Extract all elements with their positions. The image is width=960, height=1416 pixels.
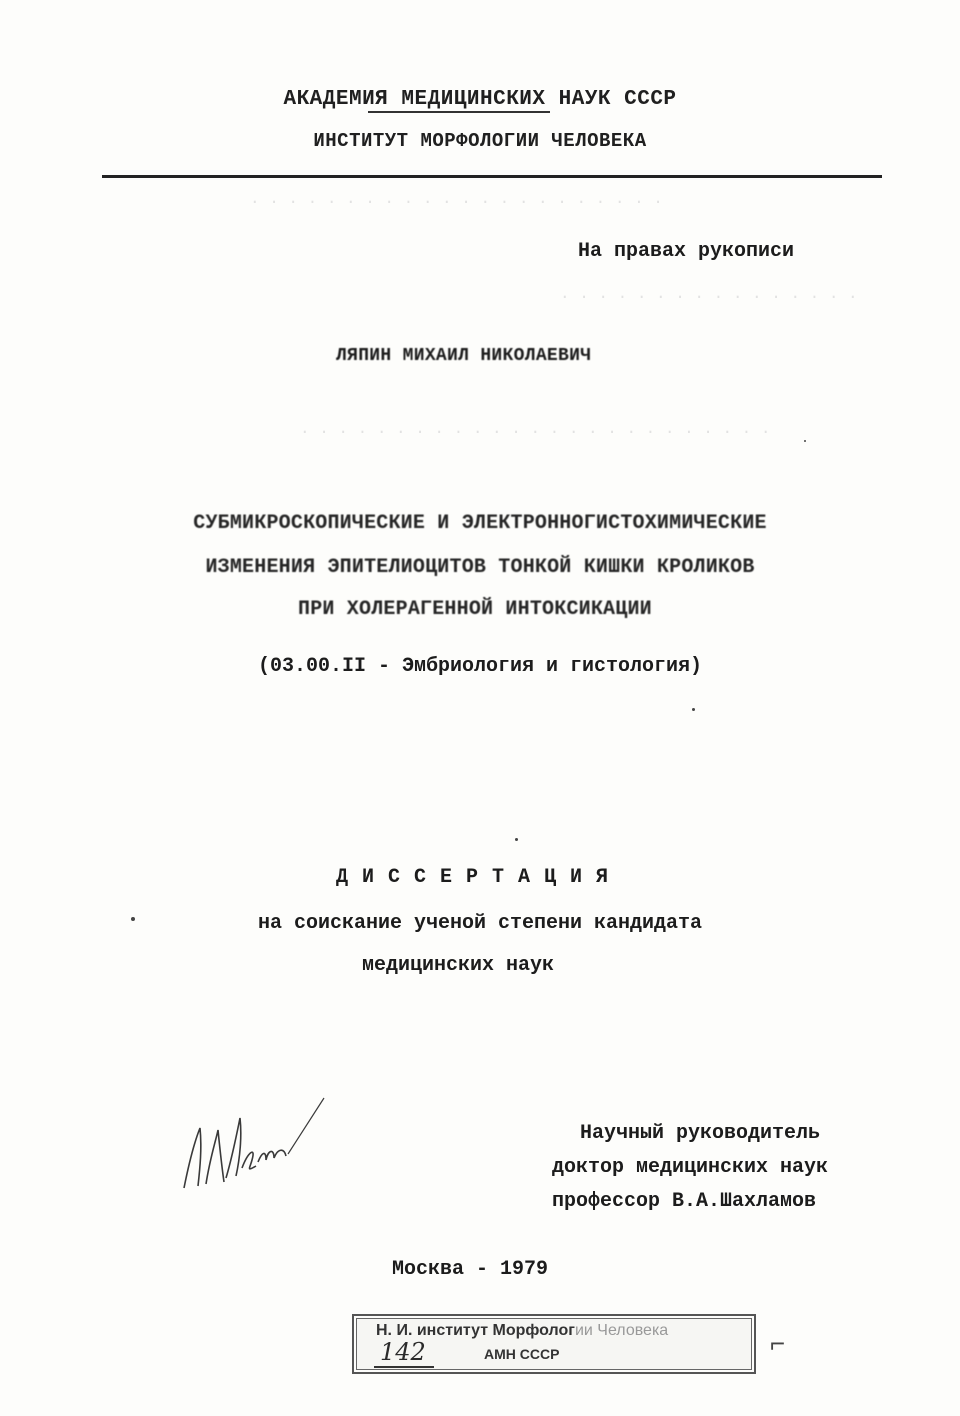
- stamp-handwritten-number: 142: [380, 1338, 426, 1366]
- title-line-1: СУБМИКРОСКОПИЧЕСКИЕ И ЭЛЕКТРОННОГИСТОХИМИЧЕСКИЕ: [193, 512, 767, 535]
- supervisor-name: профессор В.А.Шахламов: [552, 1190, 817, 1213]
- stamp-institution-faded: ии Человека: [574, 1322, 669, 1339]
- institution-academy: АКАДЕМИЯ МЕДИЦИНСКИХ НАУК СССР: [283, 88, 677, 111]
- supervisor-role: Научный руководитель: [580, 1122, 821, 1145]
- library-stamp: [352, 1314, 756, 1374]
- institution-institute: ИНСТИТУТ МОРФОЛОГИИ ЧЕЛОВЕКА: [313, 130, 647, 152]
- stamp-number-underline: [374, 1366, 434, 1368]
- stamp-academy: АМН СССР: [484, 1346, 560, 1362]
- ink-speck: [131, 917, 135, 921]
- city-year: Москва - 1979: [392, 1258, 549, 1281]
- supervisor-degree: доктор медицинских наук: [552, 1156, 829, 1179]
- show-through-text: . . . . . . . . . . . . . . . . . . . . . . . . .: [300, 420, 771, 438]
- header-divider: [102, 175, 882, 178]
- show-through-text: . . . . . . . . . . . . . . . .: [560, 285, 858, 303]
- degree-line-2: медицинских наук: [362, 954, 555, 977]
- specialty-code: (03.00.II - Эмбриология и гистология): [257, 655, 703, 678]
- dissertation-heading: ДИССЕРТАЦИЯ: [336, 866, 623, 889]
- corner-bracket-mark: ⌐: [770, 1328, 786, 1358]
- title-line-3: ПРИ ХОЛЕРАГЕННОЙ ИНТОКСИКАЦИИ: [298, 598, 652, 621]
- author-name: ЛЯПИН МИХАИЛ НИКОЛАЕВИЧ: [336, 346, 592, 366]
- handwritten-underline: [368, 111, 550, 113]
- manuscript-note: На правах рукописи: [578, 240, 795, 263]
- stamp-institution-main: Н. И. институт Морфолог: [376, 1322, 575, 1339]
- title-line-2: ИЗМЕНЕНИЯ ЭПИТЕЛИОЦИТОВ ТОНКОЙ КИШКИ КРОЛИКОВ: [205, 556, 755, 579]
- ink-speck: [692, 708, 695, 711]
- handwritten-signature: [170, 1088, 330, 1198]
- show-through-text: . . . . . . . . . . . . . . . . . . . . . .: [250, 190, 663, 208]
- ink-speck: [804, 440, 806, 442]
- ink-speck: [515, 838, 518, 841]
- degree-line-1: на соискание ученой степени кандидата: [257, 912, 703, 935]
